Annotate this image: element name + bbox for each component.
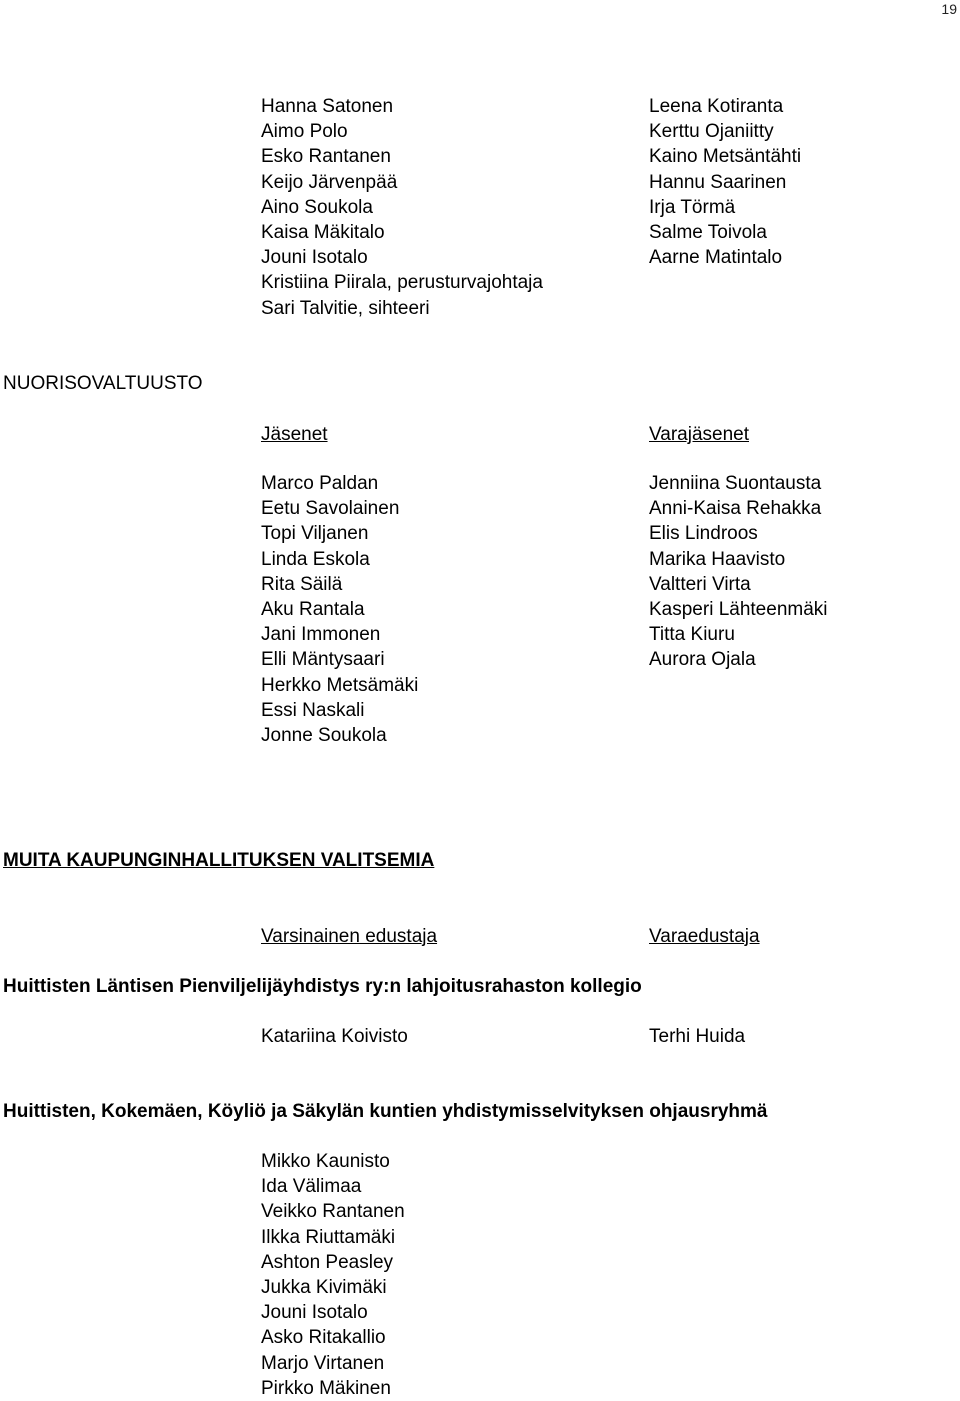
list-item: Rita Säilä <box>261 573 343 595</box>
kollegio-primary: Katariina Koivisto <box>261 1026 408 1047</box>
list-item: Asko Ritakallio <box>261 1327 386 1349</box>
list-item: Sari Talvitie, sihteeri <box>261 297 430 319</box>
list-item: Linda Eskola <box>261 548 370 570</box>
list-item: Kristiina Piirala, perusturvajohtaja <box>261 272 543 294</box>
list-item: Jonne Soukola <box>261 725 387 747</box>
list-item: Jouni Isotalo <box>261 1302 368 1324</box>
list-item: Jenniina Suontausta <box>649 473 822 494</box>
section-heading-muita: MUITA KAUPUNGINHALLITUKSEN VALITSEMIA <box>3 850 435 871</box>
list-item: Herkko Metsämäki <box>261 674 419 696</box>
list-item: Leena Kotiranta <box>649 96 784 117</box>
deputies-header: Varajäsenet <box>649 424 749 445</box>
subsection-heading-kollegio: Huittisten Läntisen Pienviljelijäyhdistys ry:n lahjoitusrahaston kollegio <box>3 976 642 997</box>
top-deputies-list <box>649 94 801 270</box>
list-item: Elis Lindroos <box>649 523 758 545</box>
ohjausryhma-members-list <box>261 1149 405 1401</box>
list-item: Valtteri Virta <box>649 573 751 595</box>
list-item: Mikko Kaunisto <box>261 1151 390 1172</box>
list-item: Keijo Järvenpää <box>261 171 398 193</box>
list-item: Essi Naskali <box>261 699 365 721</box>
deputy-representative-header: Varaedustaja <box>649 926 760 947</box>
subsection-heading-ohjausryhma: Huittisten, Kokemäen, Köyliö ja Säkylän kuntien yhdistymisselvityksen ohjausryhmä <box>3 1101 768 1122</box>
list-item: Kerttu Ojaniitty <box>649 121 774 143</box>
list-item: Kaisa Mäkitalo <box>261 222 385 244</box>
list-item: Anni-Kaisa Rehakka <box>649 498 822 520</box>
list-item: Kasperi Lähteenmäki <box>649 599 828 621</box>
list-item: Kaino Metsäntähti <box>649 146 802 168</box>
list-item: Marika Haavisto <box>649 548 786 570</box>
top-members-list <box>261 94 543 321</box>
primary-representative-header: Varsinainen edustaja <box>261 926 438 947</box>
list-item: Aino Soukola <box>261 196 373 218</box>
list-item: Veikko Rantanen <box>261 1201 405 1223</box>
list-item: Marjo Virtanen <box>261 1352 385 1374</box>
list-item: Esko Rantanen <box>261 146 391 168</box>
list-item: Jani Immonen <box>261 624 381 646</box>
list-item: Aurora Ojala <box>649 649 756 671</box>
list-item: Aarne Matintalo <box>649 247 783 269</box>
list-item: Titta Kiuru <box>649 624 735 646</box>
youth-deputies-list <box>649 471 828 673</box>
list-item: Eetu Savolainen <box>261 498 400 520</box>
members-header: Jäsenet <box>261 424 328 445</box>
list-item: Ida Välimaa <box>261 1176 362 1198</box>
list-item: Elli Mäntysaari <box>261 649 385 671</box>
list-item: Aku Rantala <box>261 599 365 621</box>
list-item: Marco Paldan <box>261 473 379 494</box>
list-item: Jukka Kivimäki <box>261 1277 387 1299</box>
list-item: Salme Toivola <box>649 222 767 244</box>
list-item: Hannu Saarinen <box>649 171 787 193</box>
list-item: Topi Viljanen <box>261 523 369 545</box>
list-item: Ilkka Riuttamäki <box>261 1226 396 1248</box>
youth-members-list <box>261 471 418 748</box>
list-item: Aimo Polo <box>261 121 348 143</box>
list-item: Irja Törmä <box>649 196 736 218</box>
section-heading-nuorisovaltuusto: NUORISOVALTUUSTO <box>3 373 203 394</box>
page-number: 19 <box>941 1 957 17</box>
list-item: Jouni Isotalo <box>261 247 368 269</box>
list-item: Ashton Peasley <box>261 1251 394 1273</box>
list-item: Pirkko Mäkinen <box>261 1377 391 1399</box>
list-item: Hanna Satonen <box>261 96 394 117</box>
kollegio-deputy: Terhi Huida <box>649 1026 746 1047</box>
